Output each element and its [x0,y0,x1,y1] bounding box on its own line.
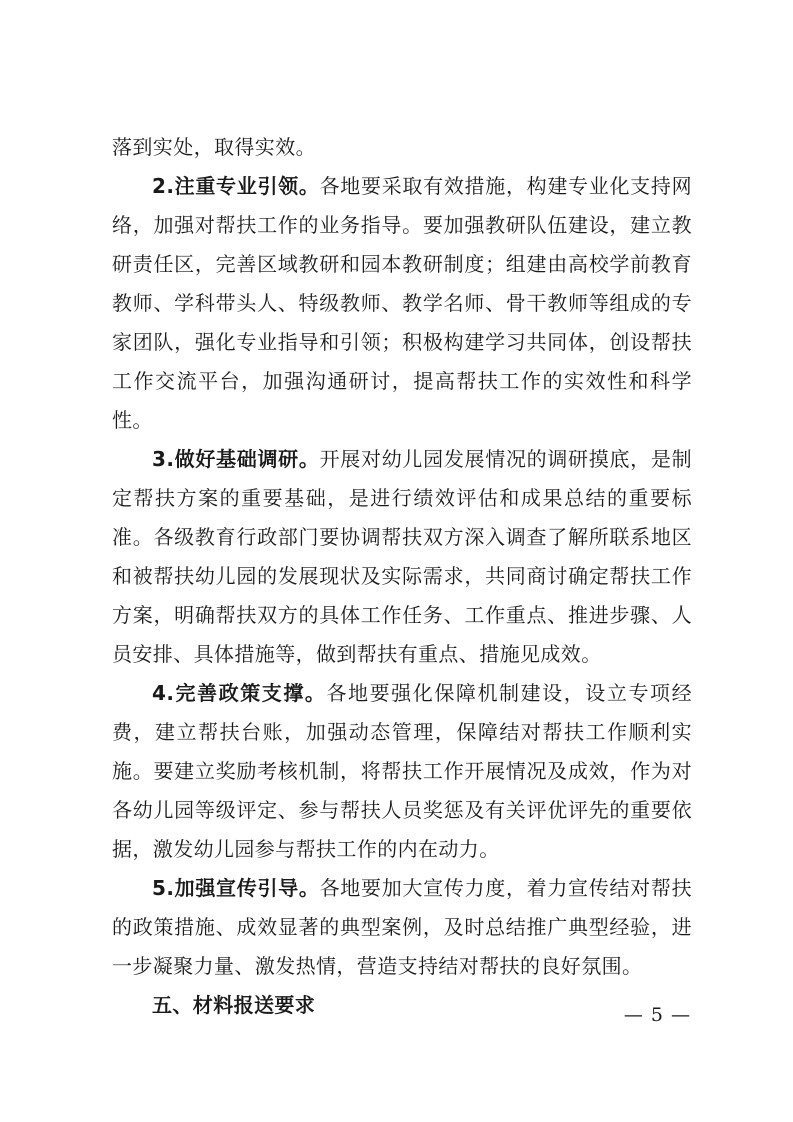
paragraph-text: 落到实处，取得实效。 [112,135,316,159]
item-heading: 3.做好基础调研。 [152,447,320,471]
item-heading: 5.加强宣传引导。 [152,876,320,900]
paragraph-text: 各地要采取有效措施，构建专业化支持网络，加强对帮扶工作的业务指导。要加强教研队伍建设，建立教研责任区，完善区域教研和园本教研制度；组建由高校学前教育教师、学科带头人、特级教师、教学名师、骨干教师等组成的专家团队，强化专业指导和引领；积极构建学习共同体，创设帮扶工作交流平台，加强沟通研讨，提高帮扶工作的实效性和科学性。 [112,174,692,432]
item-heading: 2.注重专业引领。 [152,174,320,198]
document-body [112,128,692,1025]
paragraph-text: 各地要加大宣传力度，着力宣传结对帮扶的政策措施、成效显著的典型案例，及时总结推广典型经验，进一步凝聚力量、激发热情，营造支持结对帮扶的良好氛围。 [112,876,692,978]
paragraph-item-3 [112,440,692,674]
paragraph-item-4 [112,674,692,869]
page-number: — 5 — [623,1004,691,1026]
paragraph-text: 各地要强化保障机制建设，设立专项经费，建立帮扶台账，加强动态管理，保障结对帮扶工作顺利实施。要建立奖励考核机制，将帮扶工作开展情况及成效，作为对各幼儿园等级评定、参与帮扶人员奖惩及有关评优评先的重要依据，激发幼儿园参与帮扶工作的内在动力。 [112,681,692,861]
paragraph-continuation [112,128,692,167]
paragraph-text: 开展对幼儿园发展情况的调研摸底，是制定帮扶方案的重要基础，是进行绩效评估和成果总结的重要标准。各级教育行政部门要协调帮扶双方深入调查了解所联系地区和被帮扶幼儿园的发展现状及实际需求，共同商讨确定帮扶工作方案，明确帮扶双方的具体工作任务、工作重点、推进步骤、人员安排、具体措施等，做到帮扶有重点、措施见成效。 [112,447,692,666]
item-heading: 4.完善政策支撑。 [152,681,327,705]
section-heading: 五、材料报送要求 [152,993,316,1017]
paragraph-item-2 [112,167,692,440]
paragraph-item-5 [112,869,692,986]
